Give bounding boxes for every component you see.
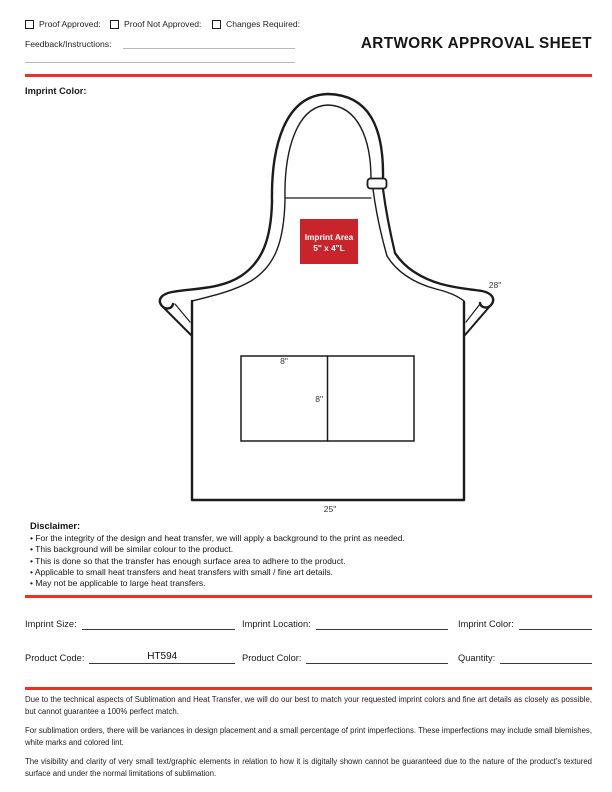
imprint-size-label: Imprint Size: xyxy=(25,619,77,629)
side-length-dimension: 28" xyxy=(488,280,502,290)
right-armhole-outer xyxy=(395,253,493,307)
imprint-color-label: Imprint Color: xyxy=(458,619,514,629)
left-armhole-outer xyxy=(160,202,272,308)
changes-required-label: Changes Required: xyxy=(226,19,301,29)
bottom-width-dimension: 25" xyxy=(323,504,337,514)
disclaimer-bullet: • May not be applicable to large heat transfers. xyxy=(30,578,206,589)
left-tie-edge xyxy=(163,307,191,335)
product-color-label: Product Color: xyxy=(242,653,302,663)
imprint-size-field xyxy=(25,615,235,630)
quantity-input-line[interactable] xyxy=(500,650,592,664)
imprint-area-label-line2: 5" x 4"L xyxy=(313,243,345,253)
proof-not-approved-option xyxy=(110,19,201,29)
product-code-input-line[interactable] xyxy=(89,650,235,664)
disclaimer-bullet: • Applicable to small heat transfers and heat transfers with small / fine art details. xyxy=(30,566,333,577)
changes-required-checkbox[interactable] xyxy=(212,20,221,29)
proof-approved-label: Proof Approved: xyxy=(39,19,101,29)
disclaimer-section xyxy=(30,521,510,589)
divider-rule-bottom xyxy=(25,687,592,690)
imprint-location-field xyxy=(242,615,448,630)
imprint-color-heading: Imprint Color: xyxy=(25,86,87,96)
proof-approved-option xyxy=(25,19,101,29)
product-code-field xyxy=(25,649,235,664)
disclaimer-bullet: • This background will be similar colour to the product. xyxy=(30,544,234,555)
strap-buckle xyxy=(368,179,387,189)
product-color-input-line[interactable] xyxy=(306,650,448,664)
disclaimer-bullet: • This is done so that the transfer has enough surface area to adhere to the product. xyxy=(30,555,346,566)
feedback-instructions-label: Feedback/Instructions: xyxy=(25,39,112,49)
product-code-value: HT594 xyxy=(147,651,178,662)
proof-not-approved-checkbox[interactable] xyxy=(110,20,119,29)
neck-strap-inner xyxy=(285,105,371,199)
proof-approved-checkbox[interactable] xyxy=(25,20,34,29)
pocket-height-dimension: 8" xyxy=(315,394,323,404)
disclaimer-heading: Disclaimer: xyxy=(30,521,81,531)
pocket-width-dimension: 8" xyxy=(280,356,288,366)
imprint-area-label-line1: Imprint Area xyxy=(304,232,354,242)
footnote-paragraph: Due to the technical aspects of Sublimation and Heat Transfer, we will do our best to match your requested imprint colors and fine art details as closely as possible, but cannot guarantee a 100% perfect match. xyxy=(25,695,592,716)
page-title: ARTWORK APPROVAL SHEET xyxy=(360,35,592,52)
quantity-label: Quantity: xyxy=(458,653,496,663)
product-code-label: Product Code: xyxy=(25,653,85,663)
quantity-field xyxy=(458,649,592,664)
footnote-paragraph: For sublimation orders, there will be variances in design placement and a small percentage of print imperfections. These imperfections may include small blemishes, white marks and colored lint. xyxy=(25,726,592,747)
imprint-color-field xyxy=(458,615,592,630)
neck-strap-outer xyxy=(272,94,383,202)
proof-not-approved-label: Proof Not Approved: xyxy=(124,19,202,29)
imprint-location-label: Imprint Location: xyxy=(242,619,311,629)
right-tie-edge xyxy=(465,306,490,335)
changes-required-option xyxy=(212,19,300,29)
left-tie-inner-edge xyxy=(175,304,190,322)
feedback-write-line-2[interactable] xyxy=(25,62,295,63)
imprint-color-input-line[interactable] xyxy=(519,616,592,630)
imprint-size-input-line[interactable] xyxy=(82,616,235,630)
feedback-write-line-1[interactable] xyxy=(123,48,295,49)
footnotes-section xyxy=(25,694,592,787)
imprint-location-input-line[interactable] xyxy=(316,616,448,630)
product-color-field xyxy=(242,649,448,664)
strap-right-outer xyxy=(383,189,395,253)
footnote-paragraph: The visibility and clarity of very small text/graphic elements in relation to how it is digitally shown cannot be guaranteed due to the nature of the product's textured surface and under the normal limitations of sublimation. xyxy=(25,757,592,778)
apron-diagram xyxy=(0,85,612,515)
disclaimer-bullet: • For the integrity of the design and heat transfer, we will apply a background to the print as needed. xyxy=(30,533,405,543)
divider-rule-top xyxy=(25,74,592,77)
divider-rule-middle xyxy=(25,595,592,598)
